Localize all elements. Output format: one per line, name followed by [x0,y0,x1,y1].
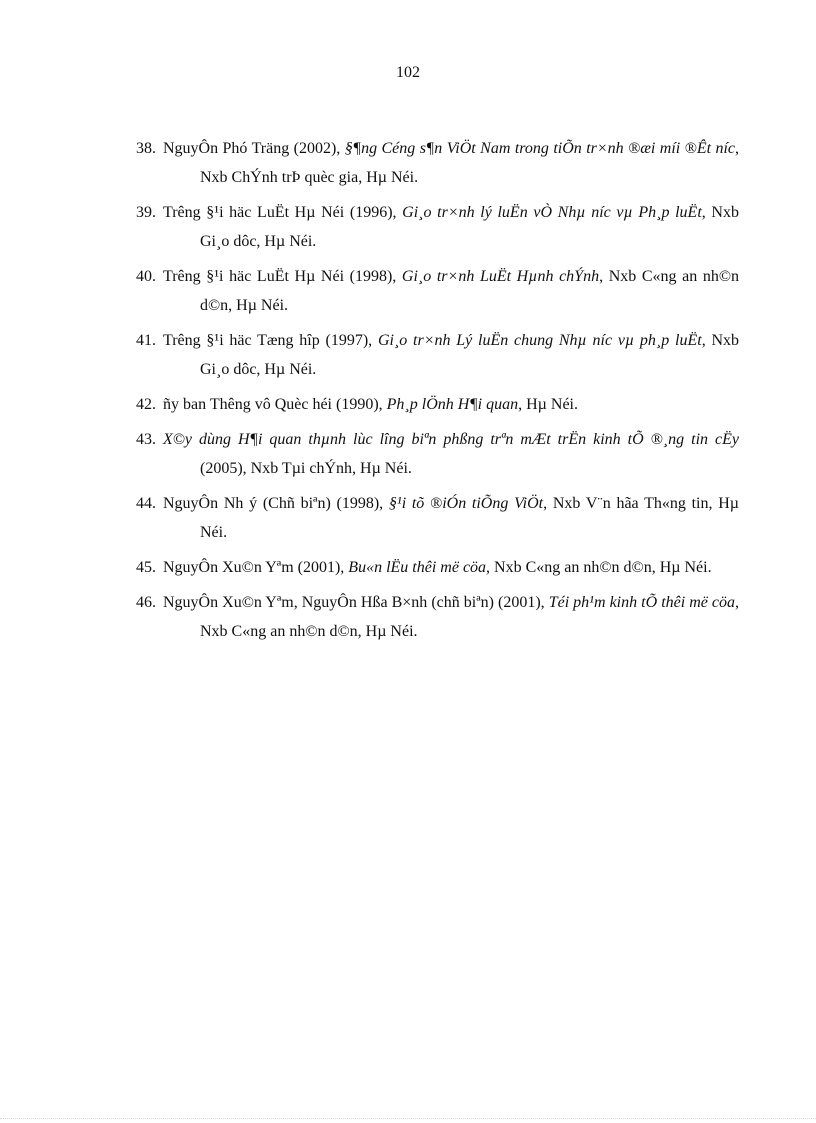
reference-author: Trêng §¹i häc Tæng hîp (1997), [163,332,378,349]
reference-title: §¶ng Céng s¶n ViÖt Nam trong tiÕn tr×nh ®æi míi ®Êt níc [344,140,736,157]
reference-item-43 [136,425,739,483]
reference-title: Téi ph¹m kinh tÕ thêi më cöa [548,594,736,611]
reference-number: 43. [136,431,156,448]
reference-title: Bu«n lËu thêi më cöa [348,559,487,576]
reference-publisher: , Hµ Néi. [518,396,578,413]
reference-author: Trêng §¹i häc LuËt Hµ Néi (1998), [163,268,402,285]
reference-publisher: , Nxb V¨n hãa Th«ng tin, Hµ Néi. [200,495,739,541]
reference-item-39 [136,198,739,256]
page-bottom-divider [0,1118,816,1119]
reference-publisher: , Nxb Gi¸o dôc, Hµ Néi. [200,204,739,250]
reference-publisher: , Nxb ChÝnh trÞ quèc gia, Hµ Néi. [200,140,740,186]
reference-author: NguyÔn Nh ý (Chñ biªn) (1998), [163,495,389,512]
page-number: 102 [396,64,420,81]
reference-item-46 [136,588,739,646]
reference-number: 45. [136,559,156,576]
reference-title: Gi¸o tr×nh LuËt Hµnh chÝnh [401,268,600,285]
reference-item-42 [136,390,739,419]
reference-title: Ph¸p lÖnh H¶i quan [386,396,519,413]
reference-author: NguyÔn Phó Träng (2002), [163,140,345,157]
reference-number: 41. [136,332,156,349]
reference-author: ñy ban Thêng vô Quèc héi (1990), [163,396,387,413]
reference-author: NguyÔn Xu©n Yªm, NguyÔn Hßa B×nh (chñ biªn) (2001), [163,594,549,611]
reference-title: Gi¸o tr×nh lý luËn vÒ Nhµ níc vµ Ph¸p luËt [402,204,702,221]
reference-number: 46. [136,594,156,611]
reference-title: Gi¸o tr×nh Lý luËn chung Nhµ níc vµ ph¸p luËt [377,332,702,349]
reference-author: Trêng §¹i häc LuËt Hµ Néi (1996), [163,204,403,221]
reference-publisher: , Nxb Gi¸o dôc, Hµ Néi. [200,332,740,378]
reference-title: X©y dùng H¶i quan thµnh lùc lîng biªn phßng trªn mÆt trËn kinh tÕ ®¸ng tin cËy [163,431,739,448]
reference-item-40 [136,262,739,320]
reference-item-45 [136,553,739,582]
reference-author: NguyÔn Xu©n Yªm (2001), [163,559,349,576]
reference-title: §¹i tõ ®iÓn tiÕng ViÖt [388,495,544,512]
reference-number: 39. [136,204,156,221]
reference-publisher: , Nxb C«ng an nh©n d©n, Hµ Néi. [200,594,740,640]
reference-publisher: , Nxb C«ng an nh©n d©n, Hµ Néi. [200,268,740,314]
reference-list [136,134,739,652]
reference-item-41 [136,326,739,384]
reference-publisher: (2005), Nxb Tµi chÝnh, Hµ Néi. [200,460,412,477]
reference-item-44 [136,489,739,547]
reference-number: 40. [136,268,156,285]
reference-item-38 [136,134,739,192]
reference-number: 44. [136,495,156,512]
reference-number: 42. [136,396,156,413]
reference-publisher: , Nxb C«ng an nh©n d©n, Hµ Néi. [486,559,712,576]
reference-number: 38. [136,140,156,157]
